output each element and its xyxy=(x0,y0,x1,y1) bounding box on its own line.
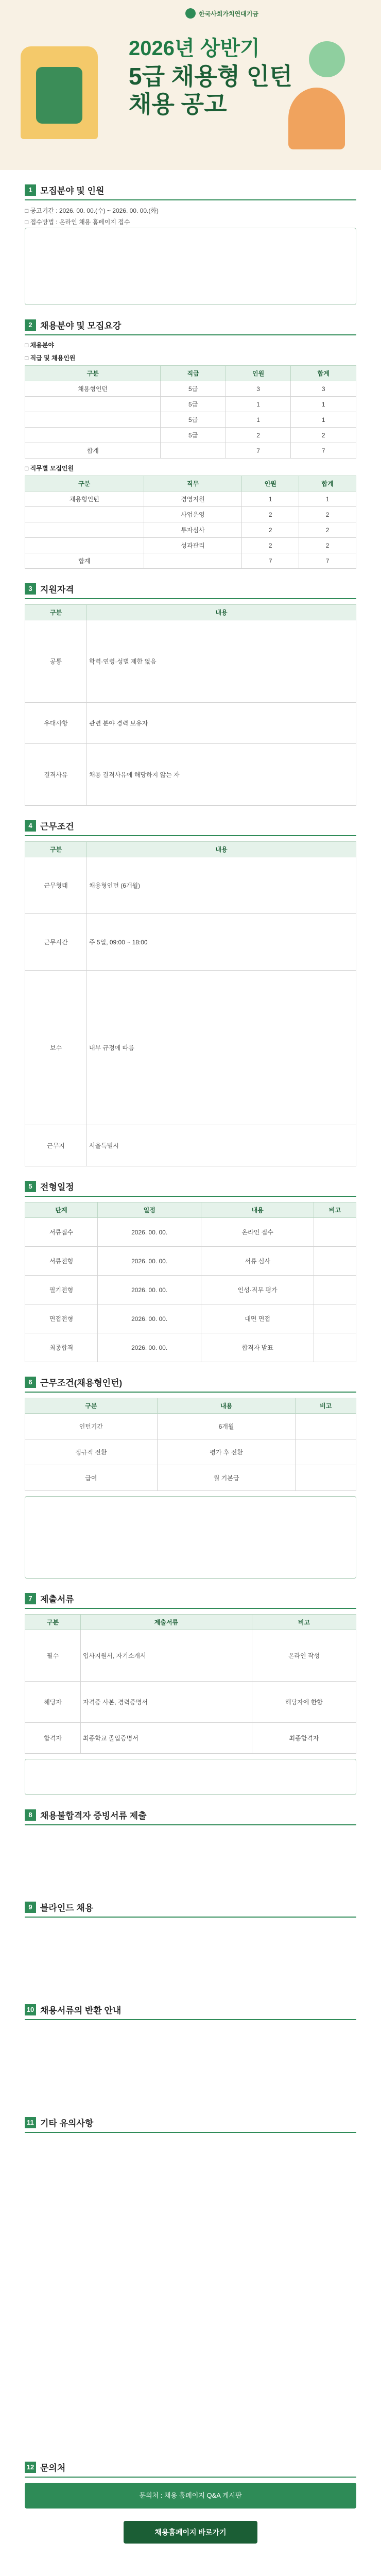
table-row xyxy=(25,1630,356,1682)
table-cell xyxy=(25,397,161,412)
hero-banner xyxy=(0,0,381,170)
table-cell: 1 xyxy=(242,492,299,507)
section-header xyxy=(25,318,356,335)
note-box xyxy=(25,1496,356,1579)
table-cell: 최종합격자 xyxy=(252,1723,356,1754)
section-11 xyxy=(25,2116,356,2447)
table-cell: 내부 규정에 따름 xyxy=(87,971,356,1125)
table-cell: 채용형인턴 xyxy=(25,492,144,507)
illustration-shape xyxy=(309,41,345,77)
table-cell: 1 xyxy=(226,412,291,428)
table-cell: 성과관리 xyxy=(144,538,242,553)
table-row xyxy=(25,703,356,744)
table-cell: 채용형인턴 (6개월) xyxy=(87,857,356,914)
table-cell: 합계 xyxy=(25,443,161,459)
sub-label: □ 직무별 모집인원 xyxy=(25,465,74,472)
conditions-table xyxy=(25,841,356,1166)
table-cell: 급여 xyxy=(25,1465,158,1491)
table-cell: 서류접수 xyxy=(25,1218,98,1247)
table-row xyxy=(25,428,356,443)
table-cell: 대면 면접 xyxy=(201,1304,314,1333)
section-number: 8 xyxy=(25,1809,36,1821)
table-row xyxy=(25,553,356,569)
table-header: 구분 xyxy=(25,1398,158,1414)
section-number: 11 xyxy=(25,2117,36,2128)
position-table xyxy=(25,365,356,459)
table-cell: 인턴기간 xyxy=(25,1414,158,1439)
table-header: 내용 xyxy=(87,842,356,857)
table-row xyxy=(25,1439,356,1465)
table-cell: 서류전형 xyxy=(25,1247,98,1276)
table-cell: 5급 xyxy=(161,397,226,412)
table-cell: 우대사항 xyxy=(25,703,87,744)
table-cell: 2 xyxy=(226,428,291,443)
bullet-line: □ 접수방법 : 온라인 채용 홈페이지 접수 xyxy=(25,218,130,226)
table-header: 구분 xyxy=(25,366,161,381)
hero-title-line1: 5급 채용형 인턴 xyxy=(129,63,292,90)
qualification-table xyxy=(25,604,356,806)
table-row xyxy=(25,1276,356,1304)
table-cell: 월 기본급 xyxy=(157,1465,296,1491)
section-number: 3 xyxy=(25,583,36,595)
table-cell: 7 xyxy=(291,443,356,459)
section-header xyxy=(25,819,356,836)
table-header: 직무 xyxy=(144,476,242,492)
table-cell: 채용형인턴 xyxy=(25,381,161,397)
table-cell: 2 xyxy=(291,428,356,443)
table-row xyxy=(25,492,356,507)
section-title: 블라인드 채용 xyxy=(40,1903,94,1913)
table-cell: 평가 후 전환 xyxy=(157,1439,296,1465)
section-title: 문의처 xyxy=(40,2463,66,2473)
section-title: 채용불합격자 증빙서류 제출 xyxy=(40,1811,147,1821)
section-header xyxy=(25,1180,356,1197)
table-cell xyxy=(296,1414,356,1439)
table-row xyxy=(25,1333,356,1362)
table-row xyxy=(25,397,356,412)
table-header: 구분 xyxy=(25,1615,81,1630)
section-1 xyxy=(25,183,356,305)
table-cell: 1 xyxy=(291,397,356,412)
table-header: 내용 xyxy=(87,605,356,620)
section-header xyxy=(25,582,356,599)
table-row xyxy=(25,522,356,538)
section-header xyxy=(25,2003,356,2020)
table-cell: 2 xyxy=(242,507,299,522)
section-header xyxy=(25,2461,356,2478)
table-header: 비고 xyxy=(314,1202,356,1218)
table-cell: 2026. 00. 00. xyxy=(98,1218,201,1247)
table-cell xyxy=(161,443,226,459)
table-cell xyxy=(314,1276,356,1304)
note-box xyxy=(25,1759,356,1795)
table-cell: 합격자 발표 xyxy=(201,1333,314,1362)
note-box xyxy=(25,228,356,305)
table-row xyxy=(25,744,356,806)
table-row xyxy=(25,971,356,1125)
section-number: 12 xyxy=(25,2462,36,2473)
org-name: 한국사회가치연대기금 xyxy=(199,10,258,18)
table-header: 비고 xyxy=(296,1398,356,1414)
table-row xyxy=(25,914,356,971)
hero-year: 2026년 상반기 xyxy=(129,37,260,60)
table-cell: 2026. 00. 00. xyxy=(98,1247,201,1276)
table-header: 구분 xyxy=(25,476,144,492)
section-title: 근무조건(채용형인턴) xyxy=(40,1378,123,1388)
section-header xyxy=(25,2116,356,2133)
section-number: 1 xyxy=(25,184,36,196)
table-cell: 3 xyxy=(226,381,291,397)
illustration-shape xyxy=(36,67,82,124)
table-cell xyxy=(25,412,161,428)
content xyxy=(0,183,381,2544)
table-row xyxy=(25,1247,356,1276)
table-header: 인원 xyxy=(242,476,299,492)
section-title: 모집분야 및 인원 xyxy=(40,186,105,196)
table-cell xyxy=(314,1333,356,1362)
section-title: 제출서류 xyxy=(40,1595,74,1605)
job-table xyxy=(25,476,356,569)
table-cell: 필기전형 xyxy=(25,1276,98,1304)
table-header: 합계 xyxy=(299,476,356,492)
org-logo xyxy=(185,8,258,19)
section-number: 5 xyxy=(25,1181,36,1192)
section-number: 10 xyxy=(25,2004,36,2015)
table-cell xyxy=(25,428,161,443)
table-cell: 2026. 00. 00. xyxy=(98,1276,201,1304)
table-cell: 2 xyxy=(299,538,356,553)
table-row xyxy=(25,538,356,553)
table-row xyxy=(25,1125,356,1166)
table-row xyxy=(25,1723,356,1754)
section-header xyxy=(25,183,356,200)
section-6 xyxy=(25,1376,356,1579)
table-header: 내용 xyxy=(201,1202,314,1218)
table-cell: 2 xyxy=(242,538,299,553)
table-cell: 필수 xyxy=(25,1630,81,1682)
sub-label: □ 채용분야 xyxy=(25,342,54,349)
section-title: 지원자격 xyxy=(40,585,74,595)
documents-table xyxy=(25,1614,356,1754)
table-row xyxy=(25,1218,356,1247)
section-3 xyxy=(25,582,356,806)
table-cell: 사업운영 xyxy=(144,507,242,522)
section-number: 4 xyxy=(25,820,36,832)
table-cell: 근무시간 xyxy=(25,914,87,971)
table-cell: 자격증 사본, 경력증명서 xyxy=(81,1682,252,1723)
section-title: 채용분야 및 모집요강 xyxy=(40,321,122,331)
table-cell xyxy=(144,553,242,569)
table-row xyxy=(25,857,356,914)
illustration-shape xyxy=(288,88,345,149)
table-header-row xyxy=(25,1615,356,1630)
section-header xyxy=(25,1901,356,1918)
table-cell xyxy=(25,507,144,522)
table-header: 제출서류 xyxy=(81,1615,252,1630)
table-row xyxy=(25,1465,356,1491)
table-row xyxy=(25,507,356,522)
table-row xyxy=(25,1414,356,1439)
table-header: 합계 xyxy=(291,366,356,381)
table-header: 단계 xyxy=(25,1202,98,1218)
section-7 xyxy=(25,1592,356,1795)
table-cell: 1 xyxy=(291,412,356,428)
table-row xyxy=(25,620,356,703)
section-9 xyxy=(25,1901,356,1990)
table-cell xyxy=(25,538,144,553)
table-header-row xyxy=(25,842,356,857)
contact-box: 문의처 : 채용 홈페이지 Q&A 게시판 xyxy=(25,2483,356,2509)
table-cell: 채용 결격사유에 해당하지 않는 자 xyxy=(87,744,356,806)
table-header: 인원 xyxy=(226,366,291,381)
table-cell: 7 xyxy=(299,553,356,569)
section-10 xyxy=(25,2003,356,2103)
table-cell: 5급 xyxy=(161,381,226,397)
section-body xyxy=(25,1923,356,1990)
table-row xyxy=(25,381,356,397)
table-cell: 주 5일, 09:00 ~ 18:00 xyxy=(87,914,356,971)
bullet-line: □ 공고기간 : 2026. 00. 00.(수) ~ 2026. 00. 00.(화) xyxy=(25,207,159,214)
table-cell xyxy=(296,1465,356,1491)
table-header: 구분 xyxy=(25,842,87,857)
section-title: 근무조건 xyxy=(40,822,74,832)
table-header-row xyxy=(25,605,356,620)
table-header-row xyxy=(25,366,356,381)
table-cell: 해당자에 한함 xyxy=(252,1682,356,1723)
table-cell: 7 xyxy=(226,443,291,459)
table-cell: 합계 xyxy=(25,553,144,569)
table-cell: 2 xyxy=(242,522,299,538)
table-cell: 근무지 xyxy=(25,1125,87,1166)
section-header xyxy=(25,1592,356,1609)
table-row xyxy=(25,443,356,459)
section-number: 2 xyxy=(25,319,36,331)
section-number: 9 xyxy=(25,1902,36,1913)
table-row xyxy=(25,1304,356,1333)
section-title: 채용서류의 반환 안내 xyxy=(40,2006,122,2016)
table-cell: 2 xyxy=(299,507,356,522)
table-cell: 투자심사 xyxy=(144,522,242,538)
table-header: 비고 xyxy=(252,1615,356,1630)
apply-homepage-button[interactable]: 채용홈페이지 바로가기 xyxy=(124,2521,257,2544)
section-8 xyxy=(25,1808,356,1887)
table-cell: 최종학교 졸업증명서 xyxy=(81,1723,252,1754)
table-cell: 정규직 전환 xyxy=(25,1439,158,1465)
table-cell: 2026. 00. 00. xyxy=(98,1304,201,1333)
table-header: 일정 xyxy=(98,1202,201,1218)
table-header-row xyxy=(25,476,356,492)
hero-title-line2: 채용 공고 xyxy=(129,91,227,117)
table-cell: 온라인 작성 xyxy=(252,1630,356,1682)
table-cell: 해당자 xyxy=(25,1682,81,1723)
section-2 xyxy=(25,318,356,569)
table-cell xyxy=(25,522,144,538)
table-header: 구분 xyxy=(25,605,87,620)
section-header xyxy=(25,1376,356,1393)
table-cell: 1 xyxy=(226,397,291,412)
table-cell: 인성·직무 평가 xyxy=(201,1276,314,1304)
section-body xyxy=(25,2025,356,2103)
table-row xyxy=(25,1682,356,1723)
section-title: 기타 유의사항 xyxy=(40,2119,94,2129)
table-cell: 학력·연령·성별 제한 없음 xyxy=(87,620,356,703)
table-header: 직급 xyxy=(161,366,226,381)
table-header-row xyxy=(25,1398,356,1414)
logo-mark-icon xyxy=(185,8,196,19)
table-cell: 1 xyxy=(299,492,356,507)
table-cell: 5급 xyxy=(161,412,226,428)
sub-label: □ 직급 및 채용인원 xyxy=(25,354,76,362)
table-cell: 7 xyxy=(242,553,299,569)
intern-conditions-table xyxy=(25,1398,356,1491)
table-cell: 2026. 00. 00. xyxy=(98,1333,201,1362)
section-number: 6 xyxy=(25,1377,36,1388)
section-body xyxy=(25,1831,356,1887)
table-cell: 6개월 xyxy=(157,1414,296,1439)
table-cell: 2 xyxy=(299,522,356,538)
table-cell: 보수 xyxy=(25,971,87,1125)
table-row xyxy=(25,412,356,428)
section-body xyxy=(25,2138,356,2447)
table-cell: 온라인 접수 xyxy=(201,1218,314,1247)
table-cell: 면접전형 xyxy=(25,1304,98,1333)
table-cell: 경영지원 xyxy=(144,492,242,507)
table-cell: 3 xyxy=(291,381,356,397)
table-cell: 합격자 xyxy=(25,1723,81,1754)
table-cell xyxy=(296,1439,356,1465)
table-cell: 서류 심사 xyxy=(201,1247,314,1276)
schedule-table xyxy=(25,1202,356,1362)
section-number: 7 xyxy=(25,1593,36,1604)
table-cell: 공통 xyxy=(25,620,87,703)
section-header xyxy=(25,1808,356,1825)
table-header-row xyxy=(25,1202,356,1218)
table-cell: 서울특별시 xyxy=(87,1125,356,1166)
table-cell: 입사지원서, 자기소개서 xyxy=(81,1630,252,1682)
section-4 xyxy=(25,819,356,1166)
table-cell: 관련 분야 경력 보유자 xyxy=(87,703,356,744)
section-title: 전형일정 xyxy=(40,1182,74,1193)
table-cell: 결격사유 xyxy=(25,744,87,806)
table-cell xyxy=(314,1304,356,1333)
table-cell: 5급 xyxy=(161,428,226,443)
table-header: 내용 xyxy=(157,1398,296,1414)
section-5 xyxy=(25,1180,356,1362)
table-cell: 최종합격 xyxy=(25,1333,98,1362)
table-cell xyxy=(314,1218,356,1247)
table-cell: 근무형태 xyxy=(25,857,87,914)
section-12 xyxy=(25,2461,356,2544)
table-cell xyxy=(314,1247,356,1276)
